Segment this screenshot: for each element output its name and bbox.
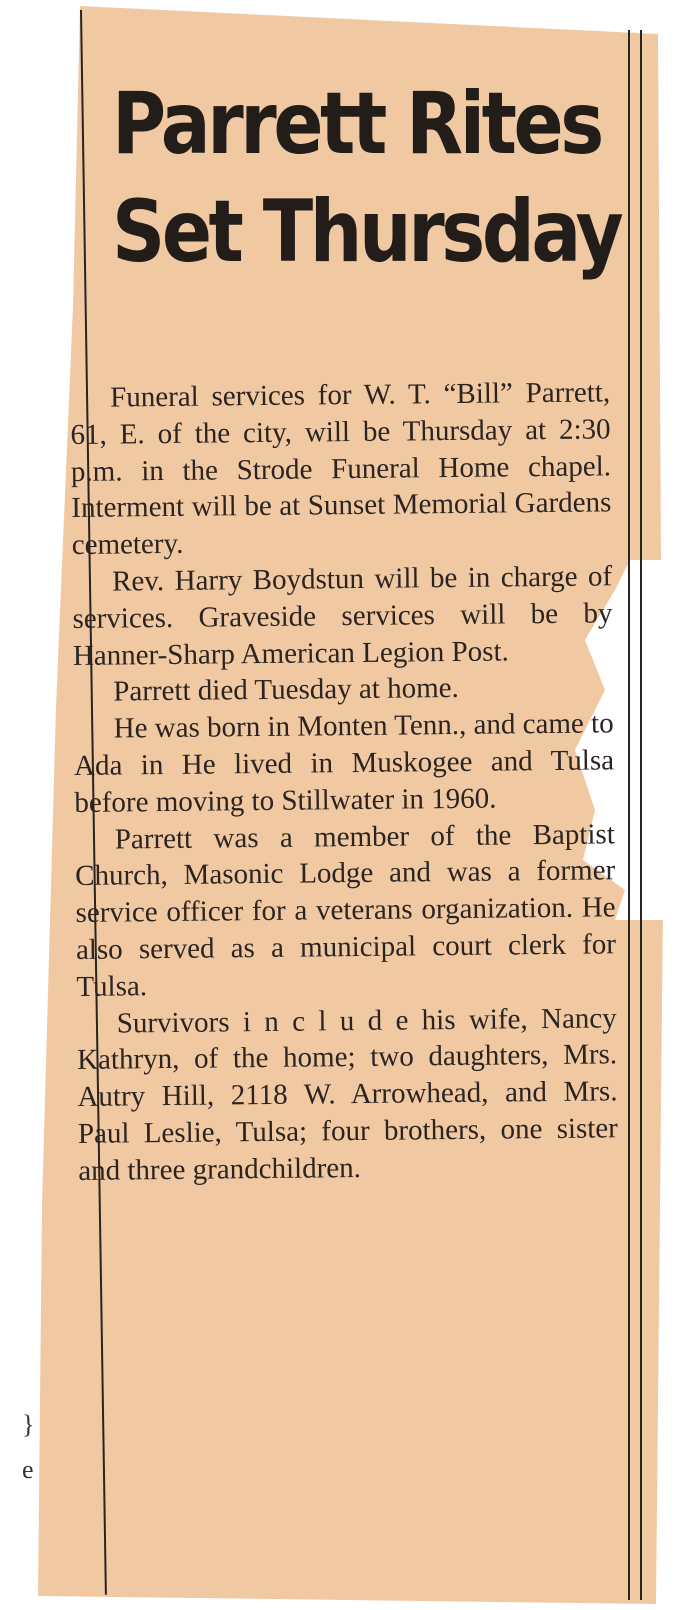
- paragraph: Survivors i n c l u d e his wife, Nancy Kathryn, of the home; two daughters, Mrs. Autry Hill, 2118 W. Arrowhead, and Mrs. Paul Leslie, Tulsa; four brothers, one sister and three grandchildren.: [76, 1001, 619, 1187]
- headline: [112, 70, 621, 286]
- paragraph: He was born in Monten Tenn., and came to Ada in He lived in Muskogee and Tulsa before moving to Stillwater in 1960.: [73, 707, 615, 819]
- paragraph: Funeral services for W. T. “Bill” Parrett, 61, E. of the city, will be Thursday at 2:30 p.m. in the Strode Funeral Home chapel. Interment will be at Sunset Memorial Gardens cemetery.: [70, 376, 612, 562]
- column-rule-right: [628, 30, 630, 1600]
- paragraph: Parrett was a member of the Baptist Church, Masonic Lodge and was a former service officer for a veterans organization. He also served as a municipal court clerk for Tulsa.: [75, 817, 617, 1003]
- headline-line-1: Parrett Rites: [112, 74, 601, 174]
- article-body: [70, 374, 618, 1189]
- margin-fragment: }: [22, 1410, 35, 1439]
- headline-line-2: Set Thursday: [112, 182, 621, 282]
- margin-fragment: e: [22, 1455, 34, 1484]
- paragraph: Parrett died Tuesday at home.: [113, 672, 459, 708]
- column-rule-right-outer: [640, 30, 642, 1600]
- paragraph: Rev. Harry Boydstun will be in charge of services. Graveside services will be by Hanner-Sharp American Legion Post.: [72, 560, 613, 672]
